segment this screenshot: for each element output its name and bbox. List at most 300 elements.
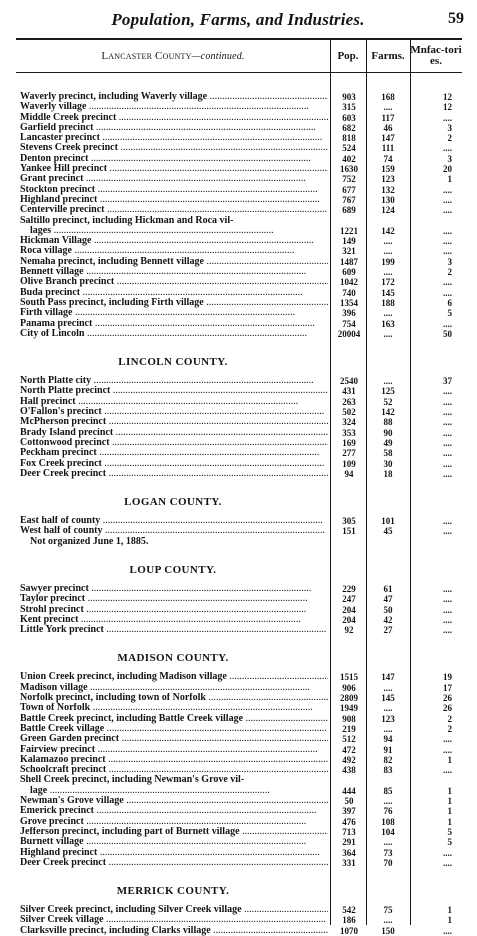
place-name: Grant precinct ..... [20,174,328,184]
place-name: Waverly village ..... [20,102,328,112]
place-name: Fairview precinct ..... [20,745,328,755]
manufactories-cell: .... [443,516,452,527]
table-row [16,714,462,724]
county-heading-row [16,554,462,584]
manufactories-cell: .... [443,417,452,428]
manufactories-cell: .... [443,225,452,236]
table-row [16,516,462,526]
farms-cell: .... [383,796,393,807]
population-cell: 151 [342,526,356,537]
table-row [16,806,462,816]
table-row [16,133,462,143]
manufactories-cell: 1 [447,905,452,916]
farms-cell: .... [383,682,393,693]
manufactories-cell: .... [443,734,452,745]
farms-cell: 150 [381,925,395,936]
manufactories-cell: 6 [447,297,452,308]
table-row [16,123,462,133]
place-name: Nemaha precinct, including Bennett village ..... [20,257,328,267]
farms-cell: 27 [383,625,393,636]
manufactories-cell: .... [443,287,452,298]
county-heading-row [16,875,462,905]
farms-cell: 90 [383,427,393,438]
farms-cell: .... [383,915,393,926]
table-row [16,755,462,765]
population-cell: 431 [342,386,356,397]
place-name: Lancaster precinct ..... [20,133,328,143]
table-row [16,329,462,339]
manufactories-cell: 5 [447,308,452,319]
population-cell: 713 [342,826,356,837]
county-heading: LINCOLN COUNTY. [118,356,228,369]
farms-cell: 125 [381,386,395,397]
population-cell: 324 [342,417,356,428]
table-row [16,693,462,703]
manufactories-cell: .... [443,614,452,625]
table-row [16,246,462,256]
population-cell: 754 [342,318,356,329]
section-spacer [16,339,462,346]
farms-cell: 132 [381,184,395,195]
table-row [16,376,462,386]
farms-cell: 101 [381,516,395,527]
place-name: Not organized June 1, 1885. [30,536,149,547]
farms-cell: 147 [381,133,395,144]
caption-suffix: —continued. [191,51,245,62]
place-name: Garfield precinct ..... [20,123,328,133]
farms-cell: .... [383,837,393,848]
place-name: South Pass precinct, including Firth village ..... [20,298,328,308]
farms-cell: .... [383,236,393,247]
population-cell: 2809 [340,693,358,704]
running-head [8,10,468,34]
manufactories-cell: 17 [443,682,452,693]
population-cell: 524 [342,143,356,154]
county-heading: LOUP COUNTY. [129,563,217,576]
population-cell: 908 [342,713,356,724]
table-row [16,288,462,298]
manufactories-cell: 3 [447,153,452,164]
table-row [16,734,462,744]
population-cell: 1354 [340,297,358,308]
table-row [16,837,462,847]
table-row [16,428,462,438]
population-cell: 444 [342,785,356,796]
section-spacer [16,635,462,642]
population-cell: 1630 [340,164,358,175]
farms-cell: .... [383,308,393,319]
manufactories-cell: .... [443,857,452,868]
table-row [16,703,462,713]
manufactories-cell: 2 [447,267,452,278]
population-cell: 689 [342,205,356,216]
manufactories-cell: 5 [447,826,452,837]
farms-cell: 74 [383,153,393,164]
farms-cell: 124 [381,205,395,216]
farms-cell: .... [383,376,393,387]
population-cell: 752 [342,174,356,185]
population-cell: 609 [342,267,356,278]
farms-cell: 168 [381,92,395,102]
farms-cell: 163 [381,318,395,329]
place-name: Highland precinct ..... [20,848,328,858]
section-spacer [16,547,462,554]
place-name: Union Creek precinct, including Madison village ..... [20,672,328,682]
manufactories-cell: .... [443,246,452,257]
farms-cell: 18 [383,468,393,479]
population-cell: 204 [342,604,356,615]
population-cell: 2540 [340,376,358,387]
table-row [16,205,462,215]
population-cell: 20004 [337,328,361,339]
population-cell: 1515 [340,672,358,683]
population-cell: 542 [342,905,356,916]
place-name: Fox Creek precinct ..... [20,459,328,469]
farms-cell: 130 [381,194,395,205]
place-name: Strohl precinct ..... [20,605,328,615]
population-cell: 502 [342,407,356,418]
table-row [16,226,462,236]
place-name: Buda precinct ..... [20,288,328,298]
population-cell: 50 [344,796,354,807]
header-farms: Farms. [371,50,405,62]
population-cell: 396 [342,308,356,319]
place-name: Clarksville precinct, including Clarks village ..... [20,926,328,936]
manufactories-cell: .... [443,468,452,479]
manufactories-cell: .... [443,386,452,397]
manufactories-cell: .... [443,427,452,438]
place-name: O'Fallon's precinct ..... [20,407,328,417]
header-manufactories: Mnfac-tories. [410,44,462,67]
farms-cell: 104 [381,826,395,837]
table-row [16,625,462,635]
farms-cell: 58 [383,448,393,459]
table-row [16,113,462,123]
county-heading-row [16,486,462,516]
farms-cell: 88 [383,417,393,428]
place-name: Panama precinct ..... [20,319,328,329]
table-row [16,848,462,858]
population-cell: 492 [342,754,356,765]
table-row [16,438,462,448]
farms-cell: .... [383,102,393,113]
place-name: Stockton precinct ..... [20,185,328,195]
place-name: Shell Creek precinct, including Newman's Grove vil- [20,775,245,786]
population-cell: 204 [342,614,356,625]
farms-cell: 145 [381,287,395,298]
farms-cell: 123 [381,713,395,724]
table-body [16,92,462,936]
table-row [16,858,462,868]
manufactories-cell: .... [443,925,452,936]
farms-cell: 47 [383,594,393,605]
farms-cell: 91 [383,744,393,755]
place-name: lages ..... [30,226,338,236]
farms-cell: 61 [383,583,393,594]
table-row [16,277,462,287]
farms-cell: 42 [383,614,393,625]
farms-cell: 94 [383,734,393,745]
manufactories-cell: 19 [443,672,452,683]
place-name: Centerville precinct ..... [20,205,328,215]
manufactories-cell: .... [443,194,452,205]
farms-cell: 76 [383,806,393,817]
population-cell: 186 [342,915,356,926]
manufactories-cell: .... [443,583,452,594]
manufactories-cell: 3 [447,122,452,133]
place-name: Deer Creek precinct ..... [20,858,328,868]
table-row [16,195,462,205]
place-name: Silver Creek village ..... [20,915,328,925]
population-cell: 109 [342,458,356,469]
farms-cell: 73 [383,847,393,858]
population-cell: 1487 [340,256,358,267]
manufactories-cell: .... [443,236,452,247]
county-heading: LOGAN COUNTY. [124,496,222,509]
farms-cell: 145 [381,693,395,704]
farms-cell: 52 [383,396,393,407]
table-row [16,905,462,915]
manufactories-cell: 2 [447,133,452,144]
manufactories-cell: .... [443,112,452,123]
place-name: Madison village ..... [20,683,328,693]
table-row [16,397,462,407]
population-cell: 512 [342,734,356,745]
table-row [16,615,462,625]
table-row [16,745,462,755]
population-cell: 767 [342,194,356,205]
farms-cell: 142 [381,407,395,418]
county-heading-row [16,346,462,376]
population-cell: 364 [342,847,356,858]
manufactories-cell: 5 [447,837,452,848]
manufactories-cell: .... [443,318,452,329]
place-name: Saltillo precinct, including Hickman and Roca vil- [20,215,234,226]
population-cell: 397 [342,806,356,817]
place-name: Schoolcraft precinct ..... [20,765,328,775]
table-row [16,724,462,734]
population-cell: 247 [342,594,356,605]
farms-cell: 147 [381,672,395,683]
place-name: Kalamazoo precinct ..... [20,755,328,765]
place-name: East half of county ..... [20,516,328,526]
population-cell: 291 [342,837,356,848]
county-heading-row [16,642,462,672]
manufactories-cell: 2 [447,723,452,734]
manufactories-cell: 12 [443,92,452,102]
population-cell: 906 [342,682,356,693]
table-row [16,164,462,174]
farms-cell: 50 [383,604,393,615]
place-name: Norfolk precinct, including town of Norfolk ..... [20,693,328,703]
manufactories-cell: .... [443,625,452,636]
population-cell: 277 [342,448,356,459]
manufactories-cell: .... [443,184,452,195]
population-cell: 472 [342,744,356,755]
table-row [16,594,462,604]
population-cell: 94 [344,468,354,479]
population-cell: 353 [342,427,356,438]
table-row [16,459,462,469]
farms-cell: 108 [381,816,395,827]
manufactories-cell: 1 [447,785,452,796]
place-name: Stevens Creek precinct ..... [20,143,328,153]
population-cell: 1070 [340,925,358,936]
caption-county: Lancaster County [101,50,192,62]
place-name: Brady Island precinct ..... [20,428,328,438]
manufactories-cell: .... [443,143,452,154]
place-name: North Platte precinct ..... [20,386,328,396]
farms-cell: 123 [381,174,395,185]
manufactories-cell: .... [443,277,452,288]
table-row [16,154,462,164]
table-row [16,298,462,308]
population-cell: 229 [342,583,356,594]
place-name: Yankee Hill precinct ..... [20,164,328,174]
population-cell: 321 [342,246,356,257]
manufactories-cell: 1 [447,754,452,765]
farms-cell: 70 [383,857,393,868]
section-spacer [16,479,462,486]
place-name: North Platte city ..... [20,376,328,386]
place-name: Middle Creek precinct ..... [20,113,328,123]
manufactories-cell: 26 [443,703,452,714]
manufactories-cell: .... [443,396,452,407]
place-name: Waverly precinct, including Waverly village ..... [20,92,328,102]
page-title: Population, Farms, and Industries. [111,10,365,29]
manufactories-cell: 2 [447,713,452,724]
population-cell: 603 [342,112,356,123]
farms-cell: 172 [381,277,395,288]
manufactories-cell: 26 [443,693,452,704]
farms-cell: 159 [381,164,395,175]
manufactories-cell: .... [443,458,452,469]
table-row [16,257,462,267]
manufactories-cell: 1 [447,816,452,827]
population-cell: 263 [342,396,356,407]
table-row [16,308,462,318]
place-name: West half of county ..... [20,526,328,536]
manufactories-cell: .... [443,847,452,858]
place-name: Little York precinct ..... [20,625,328,635]
place-name: Jefferson precinct, including part of Burnett village ..... [20,827,328,837]
table-row [16,174,462,184]
farms-cell: 75 [383,905,393,916]
place-name: McPherson precinct ..... [20,417,328,427]
population-cell: 903 [342,92,356,102]
table-row [16,765,462,775]
farms-cell: 83 [383,765,393,776]
place-name: Hickman Village ..... [20,236,328,246]
population-cell: 305 [342,516,356,527]
population-cell: 818 [342,133,356,144]
manufactories-cell: 20 [443,164,452,175]
table-row [16,827,462,837]
table-row [16,915,462,925]
manufactories-cell: .... [443,526,452,537]
place-name: Green Garden precinct ..... [20,734,328,744]
place-name: Grove precinct ..... [20,817,328,827]
table-row [16,605,462,615]
table-row [16,267,462,277]
header-pop: Pop. [337,50,359,62]
farms-cell: .... [383,328,393,339]
farms-cell: 117 [381,112,395,123]
place-name: Kent precinct ..... [20,615,328,625]
farms-cell: .... [383,703,393,714]
farms-cell: 188 [381,297,395,308]
table-row [16,448,462,458]
farms-cell: 199 [381,256,395,267]
table-row [16,672,462,682]
manufactories-cell: .... [443,437,452,448]
farms-cell: .... [383,246,393,257]
farms-cell: 82 [383,754,393,765]
place-name: Burnett village ..... [20,837,328,847]
population-cell: 740 [342,287,356,298]
manufactories-cell: 1 [447,806,452,817]
manufactories-cell: 1 [447,796,452,807]
farms-cell: .... [383,723,393,734]
farms-cell: .... [383,267,393,278]
county-heading: MERRICK COUNTY. [116,885,230,898]
table-row [16,102,462,112]
place-name: Silver Creek precinct, including Silver Creek village ..... [20,905,328,915]
manufactories-cell: .... [443,448,452,459]
place-name: lage ..... [30,786,338,796]
population-cell: 219 [342,723,356,734]
farms-cell: 45 [383,526,393,537]
table-row [16,796,462,806]
place-name: Denton precinct ..... [20,154,328,164]
place-name: Town of Norfolk ..... [20,703,328,713]
manufactories-cell: .... [443,594,452,605]
manufactories-cell: 3 [447,256,452,267]
place-name: Battle Creek precinct, including Battle Creek village ..... [20,714,328,724]
place-name: Firth village ..... [20,308,328,318]
place-name: Bennett village ..... [20,267,328,277]
section-spacer [16,868,462,875]
table-row [16,775,462,785]
population-cell: 682 [342,122,356,133]
table-row [16,407,462,417]
population-cell: 677 [342,184,356,195]
farms-cell: 85 [383,785,393,796]
table-row [16,417,462,427]
manufactories-cell: .... [443,744,452,755]
table-row [16,584,462,594]
population-cell: 169 [342,437,356,448]
header-rule [16,72,462,73]
table-row [16,786,462,796]
place-name: Newman's Grove village ..... [20,796,328,806]
place-name: Roca village ..... [20,246,328,256]
manufactories-cell: .... [443,604,452,615]
table-row [16,526,462,536]
table-caption [16,51,330,62]
manufactories-cell: .... [443,205,452,216]
farms-cell: 46 [383,122,393,133]
table-row [16,469,462,479]
population-cell: 92 [344,625,354,636]
place-name: Peckham precinct ..... [20,448,328,458]
county-heading: MADISON COUNTY. [117,652,229,665]
manufactories-cell: 1 [447,915,452,926]
place-name: City of Lincoln ..... [20,329,328,339]
census-table [16,38,462,936]
place-name: Cottonwood precinct ..... [20,438,328,448]
table-row [16,817,462,827]
